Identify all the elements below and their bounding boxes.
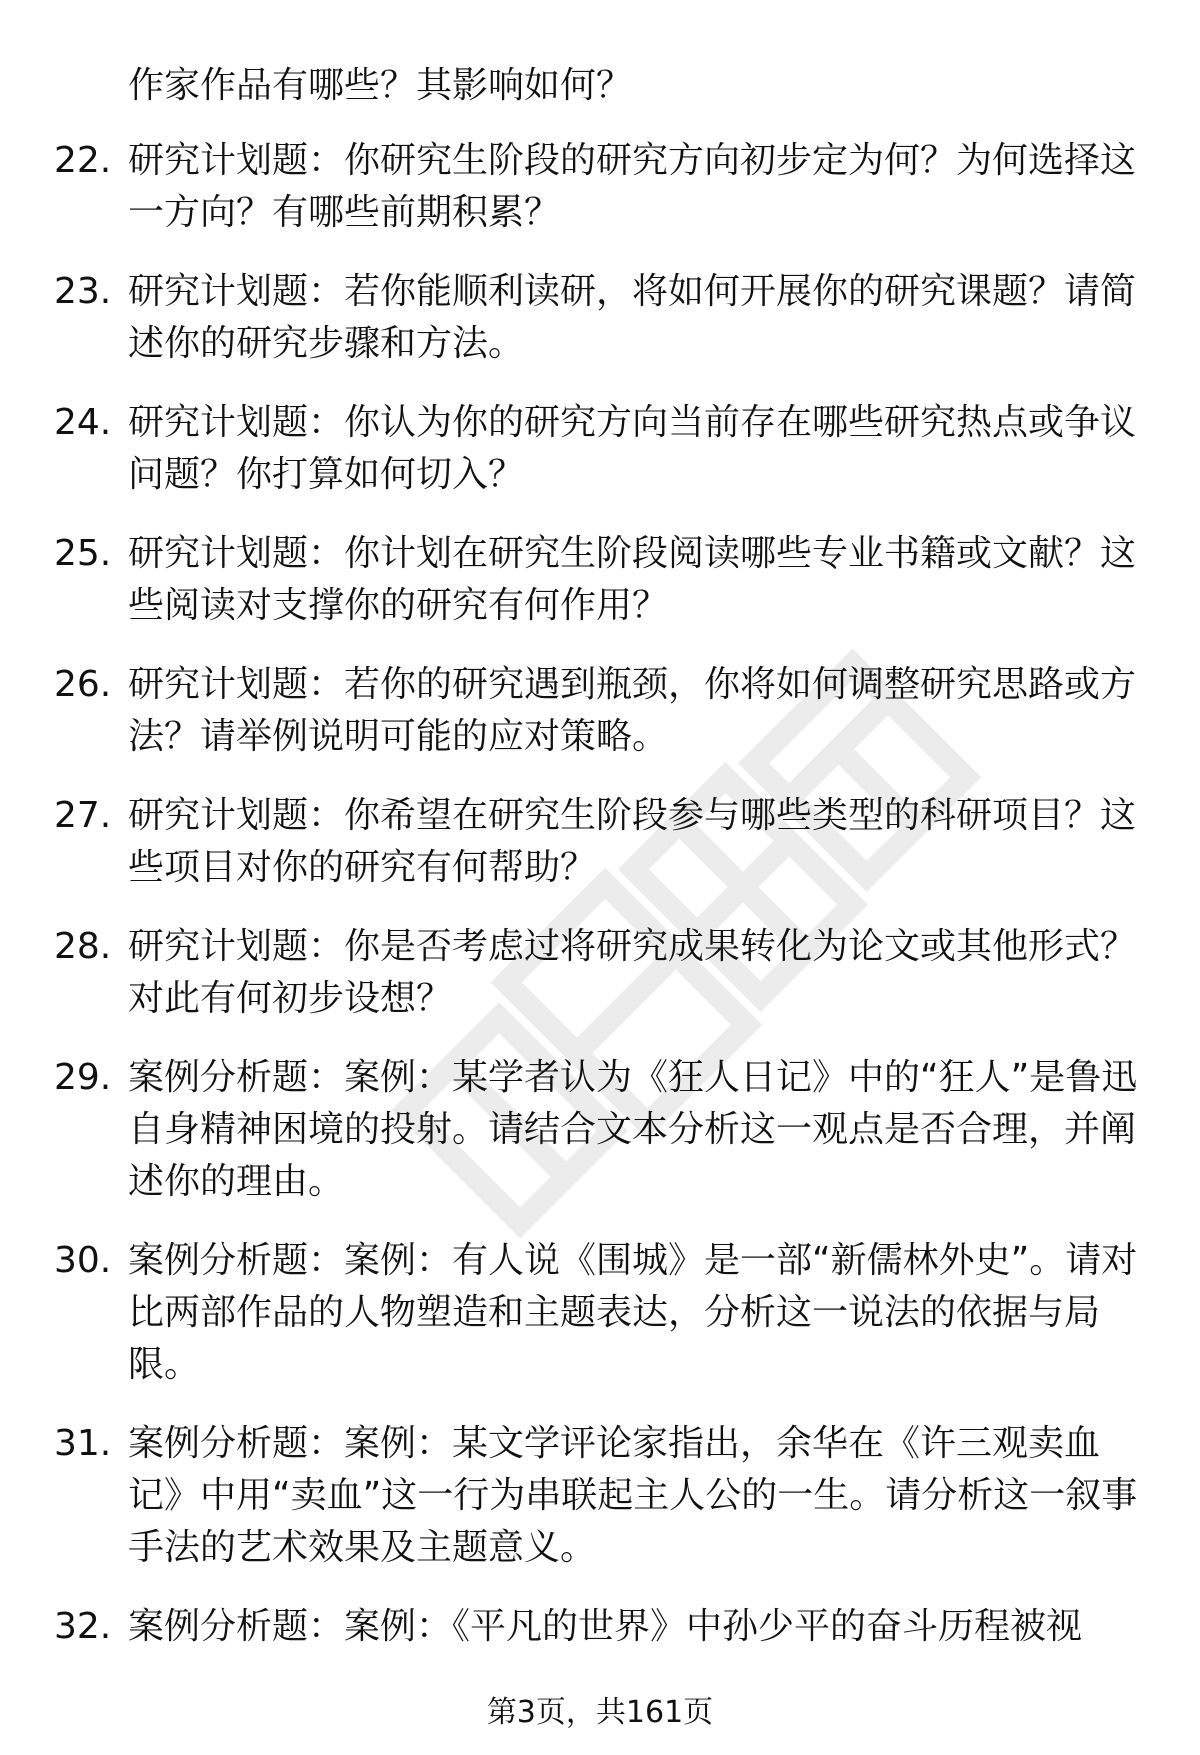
list-item	[0, 528, 1200, 632]
question-number: 23.	[54, 271, 112, 312]
question-text: 研究计划题：你研究生阶段的研究方向初步定为何？为何选择这一方向？有哪些前期积累？	[128, 140, 1137, 233]
list-item	[0, 1601, 1200, 1653]
question-number: 22.	[54, 140, 112, 181]
list-item	[0, 659, 1200, 763]
list-item	[0, 921, 1200, 1025]
question-list	[0, 135, 1200, 1680]
list-item	[0, 397, 1200, 501]
list-item	[0, 1052, 1200, 1208]
question-text: 研究计划题：若你能顺利读研，将如何开展你的研究课题？请简述你的研究步骤和方法。	[128, 271, 1137, 364]
question-number: 28.	[54, 926, 112, 967]
question-number: 25.	[54, 533, 112, 574]
question-text: 研究计划题：你认为你的研究方向当前存在哪些研究热点或争议问题？你打算如何切入？	[128, 402, 1137, 495]
question-number: 31.	[54, 1423, 112, 1464]
question-text: 研究计划题：若你的研究遇到瓶颈，你将如何调整研究思路或方法？请举例说明可能的应对策略。	[128, 664, 1137, 757]
list-item	[0, 135, 1200, 239]
list-item	[0, 1418, 1200, 1574]
list-item	[0, 266, 1200, 370]
list-item	[0, 1235, 1200, 1391]
question-text: 案例分析题：案例：有人说《围城》是一部“新儒林外史”。请对比两部作品的人物塑造和主题表达，分析这一说法的依据与局限。	[128, 1240, 1138, 1385]
question-text: 案例分析题：案例：某学者认为《狂人日记》中的“狂人”是鲁迅自身精神困境的投射。请结合文本分析这一观点是否合理，并阐述你的理由。	[128, 1057, 1138, 1202]
question-number: 32.	[54, 1606, 112, 1647]
question-number: 24.	[54, 402, 112, 443]
question-text: 研究计划题：你计划在研究生阶段阅读哪些专业书籍或文献？这些阅读对支撑你的研究有何作用？	[128, 533, 1137, 626]
page-footer: 第3页，共161页	[486, 1695, 714, 1730]
question-text: 研究计划题：你是否考虑过将研究成果转化为论文或其他形式？对此有何初步设想？	[128, 926, 1137, 1019]
list-item	[0, 790, 1200, 894]
question-number: 30.	[54, 1240, 112, 1281]
question-text: 研究计划题：你希望在研究生阶段参与哪些类型的科研项目？这些项目对你的研究有何帮助？	[128, 795, 1137, 888]
question-text: 案例分析题：案例：《平凡的世界》中孙少平的奋斗历程被视	[128, 1606, 1083, 1647]
question-number: 29.	[54, 1057, 112, 1098]
continuation-text: 作家作品有哪些？其影响如何？	[128, 65, 633, 106]
question-number: 27.	[54, 795, 112, 836]
question-number: 26.	[54, 664, 112, 705]
question-text: 案例分析题：案例：某文学评论家指出，余华在《许三观卖血记》中用“卖血”这一行为串联起主人公的一生。请分析这一叙事手法的艺术效果及主题意义。	[128, 1423, 1138, 1568]
